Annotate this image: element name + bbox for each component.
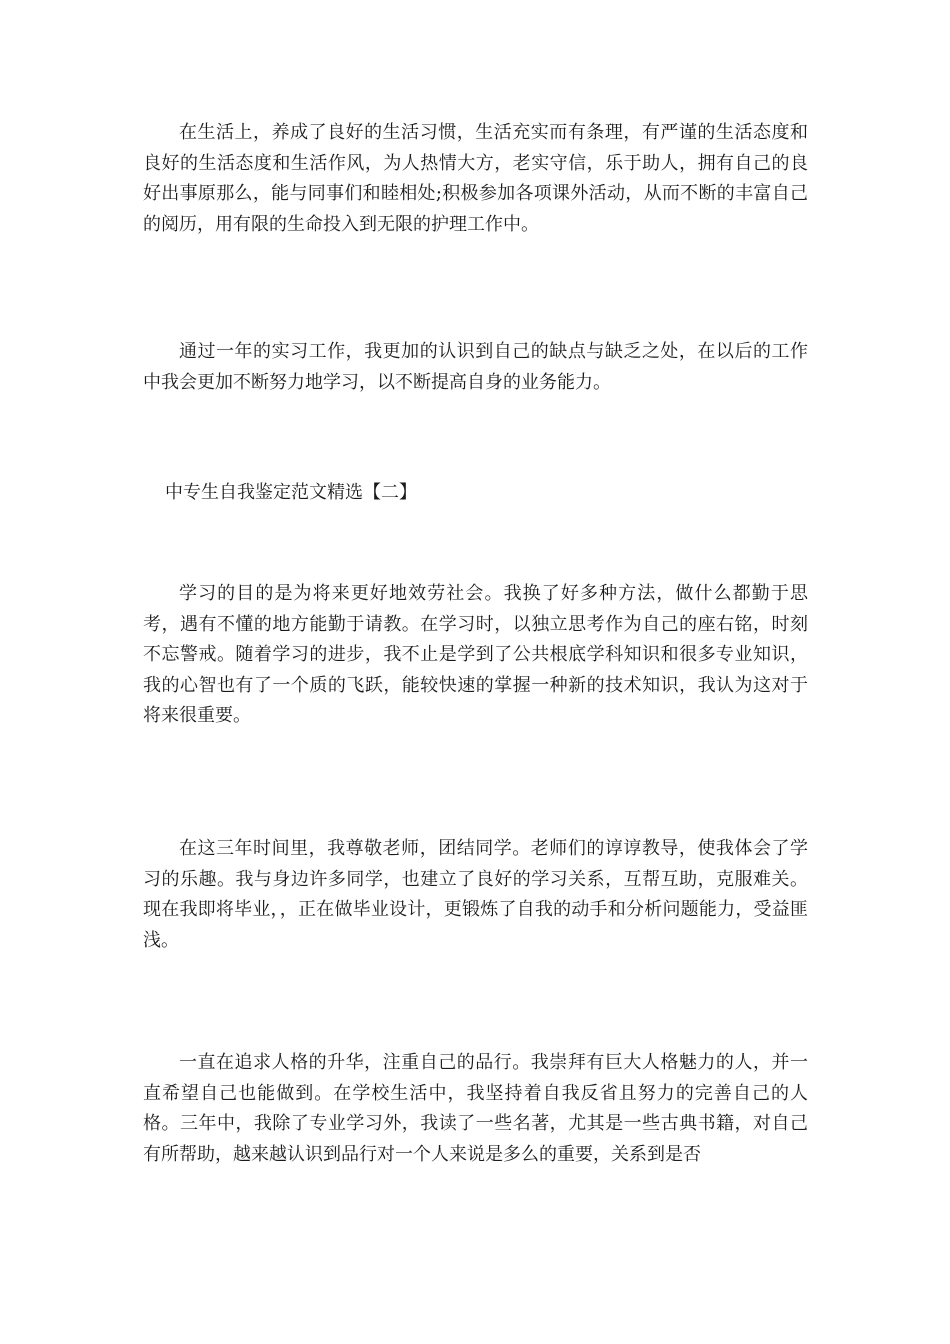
paragraph-character: 一直在追求人格的升华，注重自己的品行。我崇拜有巨大人格魅力的人，并一直希望自己也能做到。在学校生活中，我坚持着自我反省且努力的完善自己的人格。三年中，我除了专业学习外，我读了一些名著，尤其是一些古典书籍，对自己有所帮助，越来越认识到品行对一个人来说是多么的重要，关系到是否 (143, 1052, 808, 1165)
paragraph-life-habits: 在生活上，养成了良好的生活习惯，生活充实而有条理，有严谨的生活态度和良好的生活态度和生活作风，为人热情大方，老实守信，乐于助人，拥有自己的良好出事原那么，能与同事们和睦相处;积极参加各项课外活动，从而不断的丰富自己的阅历，用有限的生命投入到无限的护理工作中。 (143, 122, 808, 235)
paragraph-internship-reflection: 通过一年的实习工作，我更加的认识到自己的缺点与缺乏之处，在以后的工作中我会更加不断努力地学习，以不断提高自身的业务能力。 (143, 341, 808, 393)
paragraph-three-years: 在这三年时间里，我尊敬老师，团结同学。老师们的谆谆教导，使我体会了学习的乐趣。我与身边许多同学，也建立了良好的学习关系，互帮互助，克服难关。现在我即将毕业，，正在做毕业设计，更锻炼了自我的动手和分析问题能力，受益匪浅。 (143, 838, 808, 951)
paragraph-study-purpose: 学习的目的是为将来更好地效劳社会。我换了好多种方法，做什么都勤于思考，遇有不懂的地方能勤于请教。在学习时，以独立思考作为自己的座右铭，时刻不忘警戒。随着学习的进步，我不止是学到了公共根底学科知识和很多专业知识，我的心智也有了一个质的飞跃，能较快速的掌握一种新的技术知识，我认为这对于将来很重要。 (143, 583, 808, 726)
section-heading: 中专生自我鉴定范文精选【二】 (165, 482, 417, 503)
